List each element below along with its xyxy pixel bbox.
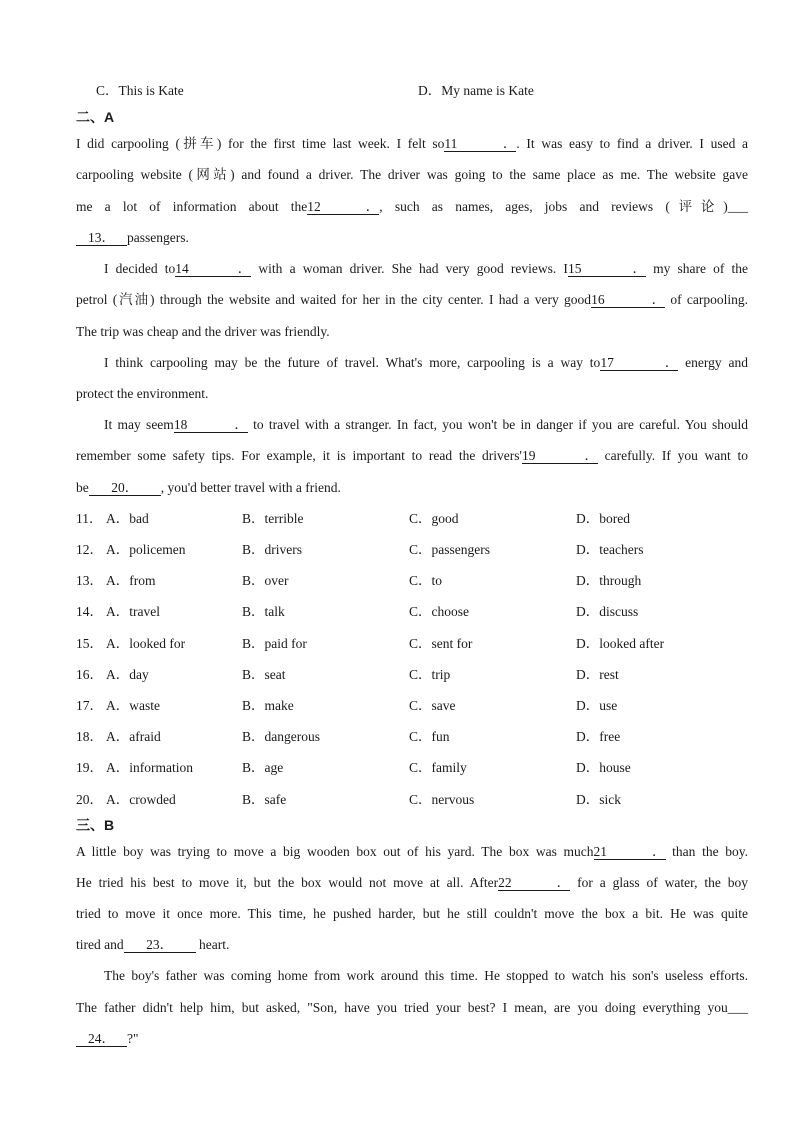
- option-c: C．This is Kate: [96, 83, 184, 98]
- blank-20: 20．: [89, 481, 161, 496]
- question-number: 17．: [76, 698, 103, 713]
- question-number: 15．: [76, 636, 103, 651]
- option-a: A．travel: [106, 604, 160, 619]
- blank-17: 17．: [600, 355, 679, 370]
- option-d: D．teachers: [576, 542, 644, 557]
- blank-21: 21．: [593, 844, 666, 859]
- option-b: B．dangerous: [242, 729, 320, 744]
- option-c: C．sent for: [409, 636, 473, 651]
- blank-23: 23．: [124, 938, 196, 953]
- passage-a-line-11: remember some safety tips. For example, it is important to read the drivers'19． carefully. If you want to: [76, 448, 748, 463]
- question-row: [76, 792, 776, 808]
- option-b: B．safe: [242, 792, 287, 807]
- section-heading-a: 二、A: [76, 109, 115, 125]
- blank-13: 13．: [76, 231, 127, 246]
- question-number: 19．: [76, 760, 103, 775]
- passage-a-line-8: I think carpooling may be the future of travel. What's more, carpooling is a way to17． energy and: [104, 355, 748, 370]
- option-b: B．over: [242, 573, 289, 588]
- passage-a-line-4: 13． passengers.: [76, 230, 748, 246]
- question-row: [76, 604, 776, 620]
- option-d: D．looked after: [576, 636, 665, 651]
- option-b: B．make: [242, 698, 294, 713]
- passage-b-line-1: A little boy was trying to move a big wooden box out of his yard. The box was much21． than the boy.: [76, 844, 748, 859]
- passage-b-line-4: tired and 23． heart.: [76, 937, 230, 952]
- blank-19: 19．: [521, 448, 598, 463]
- question-number: 14．: [76, 604, 103, 619]
- option-a: A．afraid: [106, 729, 161, 744]
- option-a: A．crowded: [106, 792, 176, 807]
- option-c: C．trip: [409, 667, 451, 682]
- passage-b-line-3: tried to move it once more. This time, he pushed harder, but he still couldn't move the box a bit. He was quite: [76, 906, 748, 921]
- prev-question-options: [76, 83, 776, 99]
- passage-b-line-2: He tried his best to move it, but the box would not move at all. After22． for a glass of water, the boy: [76, 875, 748, 890]
- question-number: 18．: [76, 729, 103, 744]
- option-a: A．day: [106, 667, 149, 682]
- question-row: [76, 760, 776, 776]
- option-b: B．drivers: [242, 542, 302, 557]
- passage-a-line-2: carpooling website (网站) and found a driver. The driver was going to the same place as me. The website gave: [76, 167, 748, 182]
- question-row: [76, 729, 776, 745]
- question-row: [76, 542, 776, 558]
- option-c: C．good: [409, 511, 459, 526]
- option-c: C．fun: [409, 729, 450, 744]
- section-heading-b: 三、B: [76, 817, 115, 833]
- option-b: B．age: [242, 760, 284, 775]
- question-number: 13．: [76, 573, 103, 588]
- question-row: [76, 667, 776, 683]
- question-number: 12．: [76, 542, 103, 557]
- blank-22: 22．: [498, 875, 571, 890]
- option-a: A．bad: [106, 511, 149, 526]
- passage-b-line-6: The father didn't help him, but asked, "Son, have you tried your best? I mean, are you doing everything you___: [76, 1000, 748, 1015]
- question-row: [76, 698, 776, 714]
- passage-b-line-7: 24． ?": [76, 1031, 748, 1047]
- option-d: D．My name is Kate: [418, 83, 534, 98]
- option-b: B．paid for: [242, 636, 307, 651]
- option-a: A．waste: [106, 698, 160, 713]
- blank-15: 15．: [567, 261, 646, 276]
- option-a: A．information: [106, 760, 193, 775]
- option-d: D．discuss: [576, 604, 639, 619]
- blank-24: 24．: [76, 1032, 127, 1047]
- blank-12: 12．: [307, 199, 380, 214]
- option-d: D．house: [576, 760, 631, 775]
- option-a: A．from: [106, 573, 156, 588]
- passage-a-line-5: I decided to14． with a woman driver. She had very good reviews. I15． my share of the: [104, 261, 748, 276]
- question-row: [76, 636, 776, 652]
- passage-a-line-9: protect the environment.: [76, 386, 209, 401]
- option-b: B．seat: [242, 667, 286, 682]
- option-d: D．through: [576, 573, 642, 588]
- question-number: 16．: [76, 667, 103, 682]
- option-c: C．family: [409, 760, 467, 775]
- option-c: C．passengers: [409, 542, 490, 557]
- blank-14: 14．: [175, 261, 252, 276]
- option-c: C．to: [409, 573, 443, 588]
- option-d: D．rest: [576, 667, 619, 682]
- option-b: B．terrible: [242, 511, 304, 526]
- option-d: D．bored: [576, 511, 630, 526]
- option-b: B．talk: [242, 604, 285, 619]
- passage-a-line-3: me a lot of information about the12．, such as names, ages, jobs and reviews (评论)___: [76, 199, 748, 214]
- question-number: 11．: [76, 511, 103, 526]
- question-row: [76, 511, 776, 527]
- blank-18: 18．: [173, 417, 248, 432]
- question-row: [76, 573, 776, 589]
- option-c: C．save: [409, 698, 456, 713]
- passage-a-line-10: It may seem18． to travel with a stranger. In fact, you won't be in danger if you are careful. You should: [104, 417, 749, 432]
- option-d: D．use: [576, 698, 618, 713]
- blank-16: 16．: [591, 292, 666, 307]
- option-a: A．policemen: [106, 542, 186, 557]
- option-d: D．free: [576, 729, 621, 744]
- option-d: D．sick: [576, 792, 621, 807]
- passage-a-line-1: I did carpooling (拼车) for the first time last week. I felt so11．. It was easy to find a driver. I used a: [76, 136, 748, 151]
- blank-11: 11．: [444, 136, 517, 151]
- passage-a-line-6: petrol (汽油) through the website and waited for her in the city center. I had a very good16． of carpooling.: [76, 292, 748, 307]
- passage-b-line-5: The boy's father was coming home from work around this time. He stopped to watch his son's useless efforts.: [104, 968, 748, 983]
- option-c: C．choose: [409, 604, 469, 619]
- passage-a-line-7: The trip was cheap and the driver was friendly.: [76, 324, 330, 339]
- option-c: C．nervous: [409, 792, 475, 807]
- passage-a-line-12: be 20． , you'd better travel with a friend.: [76, 480, 341, 495]
- option-a: A．looked for: [106, 636, 186, 651]
- question-number: 20．: [76, 792, 103, 807]
